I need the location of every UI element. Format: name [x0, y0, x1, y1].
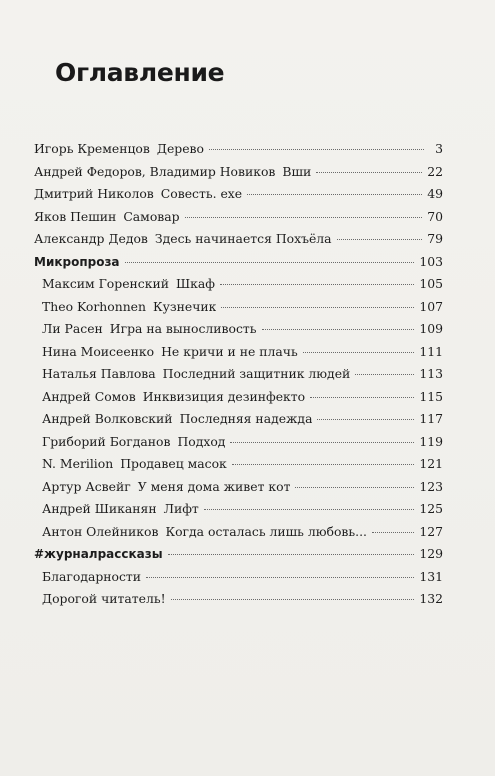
toc-title: Благодарности — [42, 568, 142, 584]
toc-entry — [42, 569, 141, 584]
toc-row — [34, 231, 443, 254]
toc-author: Максим Горенский — [42, 276, 169, 291]
toc-author: Александр Дедов — [34, 231, 148, 246]
toc-entry — [42, 501, 199, 516]
toc-entry — [42, 321, 257, 336]
toc-title: Когда осталась лишь любовь... — [165, 523, 367, 539]
toc-page-number: 117 — [419, 411, 443, 426]
toc-page-number: 127 — [419, 523, 443, 539]
toc-page-number: 125 — [419, 501, 443, 516]
toc-entry — [34, 141, 204, 156]
table-of-contents — [34, 141, 443, 614]
dot-leader — [295, 487, 414, 488]
toc-row — [34, 524, 443, 547]
toc-page-number: 113 — [419, 366, 443, 381]
toc-page-number: 79 — [427, 231, 443, 246]
toc-author: Нина Моисеенко — [42, 343, 155, 359]
toc-author: Игорь Кременцов — [34, 141, 150, 156]
toc-row — [34, 321, 443, 344]
toc-author: Андрей Сомов — [42, 388, 136, 404]
toc-page-number: 3 — [435, 141, 443, 156]
toc-row — [34, 434, 443, 457]
dot-leader — [317, 419, 414, 420]
toc-title: Не кричи и не плачь — [161, 343, 298, 359]
toc-title: Микропроза — [34, 254, 120, 269]
toc-row — [34, 164, 443, 187]
toc-row — [34, 366, 443, 389]
dot-leader — [355, 374, 414, 375]
toc-title: Инквизиция дезинфекто — [142, 388, 306, 404]
toc-row — [34, 299, 443, 322]
toc-row — [34, 569, 443, 592]
toc-title: Вши — [282, 163, 312, 179]
toc-entry — [42, 366, 350, 381]
toc-page-number: 121 — [419, 456, 443, 471]
dot-leader — [372, 532, 414, 533]
toc-page-number: 49 — [427, 186, 443, 201]
toc-page-number: 107 — [419, 298, 443, 314]
dot-leader — [316, 172, 422, 173]
toc-row — [34, 209, 443, 232]
toc-entry — [42, 389, 305, 404]
dot-leader — [337, 239, 423, 240]
dot-leader — [221, 307, 414, 308]
toc-author: Яков Пешин — [34, 208, 117, 224]
toc-title: Продавец масок — [120, 456, 227, 471]
toc-row — [34, 389, 443, 412]
toc-author: Ли Расен — [42, 321, 103, 336]
toc-page-number: 131 — [419, 568, 443, 584]
toc-entry — [34, 231, 332, 246]
toc-title: Здесь начинается Похъёла — [154, 231, 332, 246]
toc-author: Дмитрий Николов — [34, 186, 154, 201]
toc-author: Антон Олейников — [42, 523, 159, 539]
dot-leader — [168, 554, 415, 555]
toc-title: У меня дома живет кот — [137, 478, 291, 494]
toc-title: Самовар — [123, 208, 180, 224]
toc-row — [34, 501, 443, 524]
toc-page-number: 105 — [419, 276, 443, 291]
toc-row — [34, 276, 443, 299]
toc-entry — [34, 255, 120, 269]
toc-page-number: 109 — [419, 321, 443, 336]
toc-page-number: 132 — [419, 591, 443, 606]
toc-entry — [34, 547, 163, 561]
toc-title: Дерево — [156, 141, 204, 156]
toc-entry — [34, 186, 242, 201]
toc-author: N. Merilion — [42, 456, 114, 471]
toc-entry — [42, 524, 367, 539]
toc-author: Theo Korhonnen — [42, 298, 146, 314]
toc-title: Последний защитник людей — [162, 366, 351, 381]
toc-row — [34, 456, 443, 479]
toc-page-number: 70 — [427, 208, 443, 224]
toc-title: #журналрассказы — [34, 547, 163, 561]
toc-author: Наталья Павлова — [42, 366, 156, 381]
toc-title: Лифт — [163, 501, 199, 516]
toc-row — [34, 411, 443, 434]
toc-entry — [42, 479, 290, 494]
dot-leader — [247, 194, 422, 195]
toc-author: Андрей Федоров, Владимир Новиков — [34, 163, 276, 179]
page-title: Оглавление — [55, 58, 225, 87]
toc-page-number: 111 — [419, 343, 443, 359]
toc-author: Андрей Волковский — [42, 411, 173, 426]
dot-leader — [262, 329, 415, 330]
dot-leader — [232, 464, 415, 465]
toc-title: Шкаф — [175, 276, 215, 291]
dot-leader — [209, 149, 424, 150]
toc-title: Игра на выносливость — [109, 321, 257, 336]
toc-author: Андрей Шиканян — [42, 501, 157, 516]
toc-entry — [34, 164, 311, 179]
dot-leader — [310, 397, 414, 398]
toc-entry — [42, 299, 216, 314]
toc-entry — [42, 411, 312, 426]
toc-row — [34, 344, 443, 367]
toc-row — [34, 591, 443, 614]
toc-page-number: 119 — [419, 433, 443, 449]
dot-leader — [220, 284, 414, 285]
toc-section-row — [34, 546, 443, 569]
dot-leader — [303, 352, 415, 353]
toc-entry — [42, 434, 225, 449]
toc-page-number: 129 — [419, 546, 443, 561]
toc-entry — [42, 276, 215, 291]
dot-leader — [171, 599, 415, 600]
toc-title: Подход — [177, 433, 226, 449]
dot-leader — [185, 217, 423, 218]
toc-title: Дорогой читатель! — [42, 591, 166, 606]
toc-title: Кузнечик — [153, 298, 217, 314]
toc-author: Гриборий Богданов — [42, 433, 171, 449]
dot-leader — [146, 577, 414, 578]
toc-entry — [42, 591, 166, 606]
toc-title: Совесть. exe — [160, 186, 243, 201]
toc-entry — [42, 456, 227, 471]
dot-leader — [204, 509, 415, 510]
toc-entry — [42, 344, 298, 359]
toc-title: Последняя надежда — [179, 411, 313, 426]
toc-page-number: 123 — [419, 478, 443, 494]
toc-row — [34, 479, 443, 502]
toc-row — [34, 186, 443, 209]
toc-page-number: 115 — [419, 388, 443, 404]
toc-author: Артур Асвейг — [42, 478, 131, 494]
toc-section-row — [34, 254, 443, 277]
toc-page-number: 22 — [427, 163, 443, 179]
toc-entry — [34, 209, 180, 224]
dot-leader — [230, 442, 414, 443]
toc-page-number: 103 — [419, 253, 443, 269]
toc-row — [34, 141, 443, 164]
dot-leader — [125, 262, 415, 263]
